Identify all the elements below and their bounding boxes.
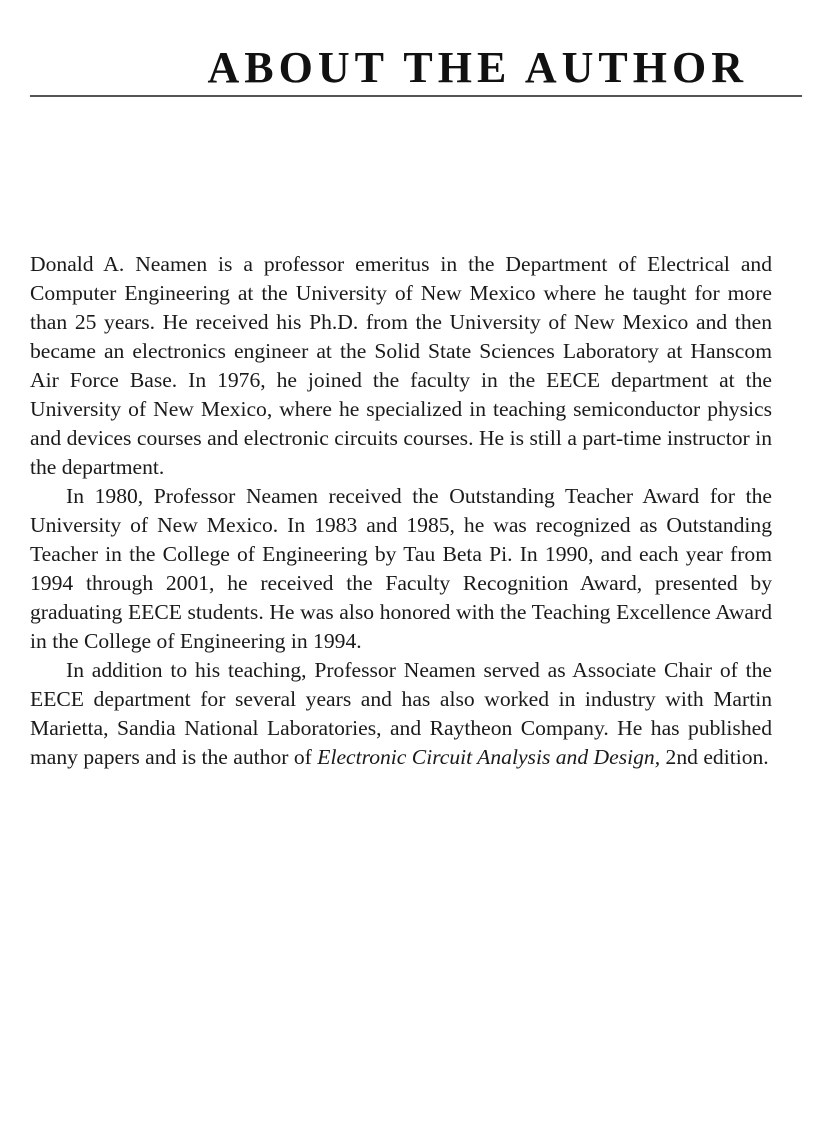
paragraph-3 — [30, 656, 772, 772]
paragraph-1: Donald A. Neamen is a professor emeritus in the Department of Electrical and Computer Engineering at the University of New Mexico where he taught for more than 25 years. He received his Ph.D. from the University of New Mexico and then became an electronics engineer at the Solid State Sciences Laboratory at Hanscom Air Force Base. In 1976, he joined the faculty in the EECE department at the University of New Mexico, where he specialized in teaching semiconductor physics and devices courses and electronic circuits courses. He is still a part-time instructor in the department. — [30, 252, 772, 479]
paragraph-3-text: In addition to his teaching, Professor Neamen served as Associate Chair of the EECE department for several years and has also worked in industry with Martin Marietta, Sandia National Laboratories, and Raytheon Company. He has published many papers and is the author of — [30, 658, 772, 769]
book-title: Electronic Circuit Analysis and Design, — [317, 745, 661, 769]
paragraph-2: In 1980, Professor Neamen received the Outstanding Teacher Award for the University of New Mexico. In 1983 and 1985, he was recognized as Outstanding Teacher in the College of Engineering by Tau Beta Pi. In 1990, and each year from 1994 through 2001, he received the Faculty Recognition Award, presented by graduating EECE students. He was also honored with the Teaching Excellence Award in the College of Engineering in 1994. — [30, 484, 772, 653]
paragraph-3-ending: 2nd edition. — [660, 745, 769, 769]
page-title: ABOUT THE AUTHOR — [207, 43, 748, 92]
biography — [30, 250, 772, 772]
title-rule — [30, 95, 802, 97]
